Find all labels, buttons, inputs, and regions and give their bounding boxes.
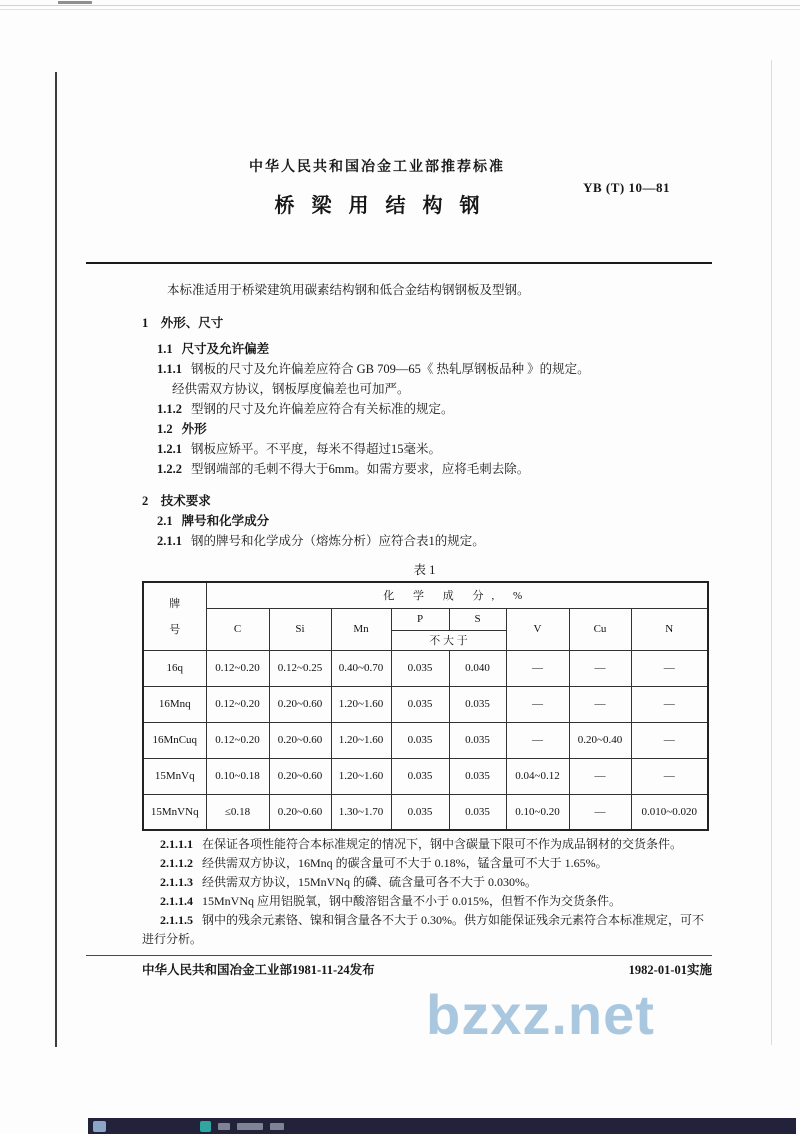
value-cell: 0.035 <box>391 794 449 830</box>
clause-text: 经供需双方协议，钢板厚度偏差也可加严。 <box>172 382 410 396</box>
not-greater-than-header: 不 大 于 <box>391 630 506 650</box>
value-cell: 0.10~0.20 <box>506 794 569 830</box>
column-header-cu: Cu <box>569 608 631 650</box>
clause-number: 1.2 <box>157 422 173 436</box>
value-cell: 1.20~1.60 <box>331 722 391 758</box>
clause-number: 2.1.1 <box>157 534 182 548</box>
value-cell: — <box>569 650 631 686</box>
clause <box>157 531 712 551</box>
clause-text: 型钢的尺寸及允许偏差应符合有关标准的规定。 <box>191 402 454 416</box>
value-cell: 0.040 <box>449 650 506 686</box>
value-cell: — <box>569 794 631 830</box>
value-cell: — <box>506 686 569 722</box>
value-cell: 1.30~1.70 <box>331 794 391 830</box>
scan-edge-line-right <box>771 60 772 1045</box>
clause-number: 1.2.2 <box>157 462 182 476</box>
grade-column-header <box>143 582 206 650</box>
value-cell: 0.12~0.20 <box>206 686 269 722</box>
chem-group-header: 化 学 成 分, % <box>206 582 708 608</box>
column-header-v: V <box>506 608 569 650</box>
scope-paragraph: 本标准适用于桥梁建筑用碳素结构钢和低合金结构钢钢板及型钢。 <box>167 283 530 297</box>
column-header-c: C <box>206 608 269 650</box>
grade-cell: 16Mnq <box>143 686 206 722</box>
note-clause <box>142 911 712 949</box>
document-title: 桥梁用结构钢 <box>274 195 497 217</box>
value-cell: 0.04~0.12 <box>506 758 569 794</box>
toolbar-glyph-mark <box>218 1123 230 1130</box>
clause-number: 2.1.1.3 <box>160 875 193 889</box>
value-cell: 0.035 <box>391 722 449 758</box>
clause-number: 2.1.1.5 <box>160 913 193 927</box>
clause-number: 1.1 <box>157 342 173 356</box>
grade-cell: 15MnVq <box>143 758 206 794</box>
table-body <box>143 650 708 830</box>
grade-cell: 16MnCuq <box>143 722 206 758</box>
value-cell: — <box>631 758 708 794</box>
value-cell: 1.20~1.60 <box>331 686 391 722</box>
table-row <box>143 686 708 722</box>
clause <box>157 439 712 459</box>
bottom-toolbar[interactable] <box>88 1118 796 1134</box>
value-cell: 0.20~0.60 <box>269 722 331 758</box>
clause <box>157 511 712 531</box>
clause-number: 2.1.1.4 <box>160 894 193 908</box>
value-cell: 0.010~0.020 <box>631 794 708 830</box>
column-header-s: S <box>449 608 506 630</box>
value-cell: 0.035 <box>449 722 506 758</box>
section-1-heading: 1 外形、尺寸 <box>142 316 224 330</box>
grade-header-char-top: 牌 <box>169 598 181 611</box>
value-cell: 0.20~0.60 <box>269 686 331 722</box>
value-cell: 0.20~0.60 <box>269 794 331 830</box>
table-row <box>143 722 708 758</box>
clause <box>157 419 712 439</box>
value-cell: 0.12~0.20 <box>206 650 269 686</box>
column-header-si: Si <box>269 608 331 650</box>
clause-number: 2.1.1.2 <box>160 856 193 870</box>
footer-rule <box>86 955 712 956</box>
toolbar-glyph-mark <box>237 1123 263 1130</box>
clause-text: 尺寸及允许偏差 <box>181 342 270 356</box>
clause-text: 牌号和化学成分 <box>181 514 270 528</box>
clause-text: 钢的牌号和化学成分（熔炼分析）应符合表1的规定。 <box>191 534 485 548</box>
value-cell: 0.035 <box>449 758 506 794</box>
clause-number: 1.1.2 <box>157 402 182 416</box>
clause <box>157 359 712 379</box>
clause-text: 经供需双方协议，15MnVNq 的磷、硫含量可各不大于 0.030%。 <box>202 875 537 889</box>
document-footer <box>86 960 712 980</box>
clause-text: 钢板应矫平。不平度，每米不得超过15毫米。 <box>191 442 442 456</box>
section-2-heading: 2 技术要求 <box>142 494 211 508</box>
value-cell: 0.12~0.20 <box>206 722 269 758</box>
chemical-composition-table <box>142 581 709 831</box>
clause-number: 2.1.1.1 <box>160 837 193 851</box>
section-1-items <box>86 339 712 479</box>
table-row <box>143 758 708 794</box>
value-cell: — <box>506 650 569 686</box>
value-cell: — <box>506 722 569 758</box>
clause-number: 2.1 <box>157 514 173 528</box>
table-caption: 表 1 <box>413 563 436 577</box>
clause-text: 经供需双方协议，16Mnq 的碳含量可不大于 0.18%，锰含量可不大于 1.65%。 <box>202 856 608 870</box>
header-rule <box>86 262 712 264</box>
value-cell: — <box>631 722 708 758</box>
value-cell: — <box>631 686 708 722</box>
clause <box>172 379 712 399</box>
clause-number: 1.2.1 <box>157 442 182 456</box>
note-clause <box>142 835 712 854</box>
toolbar-glyph-mark <box>270 1123 284 1130</box>
column-header-p: P <box>391 608 449 630</box>
note-clause <box>142 873 712 892</box>
document-content <box>86 0 712 980</box>
standard-org-line: 中华人民共和国冶金工业部推荐标准 <box>249 160 505 175</box>
value-cell: 0.035 <box>449 686 506 722</box>
value-cell: 0.20~0.60 <box>269 758 331 794</box>
value-cell: — <box>631 650 708 686</box>
issued-date: 中华人民共和国冶金工业部1981-11-24发布 <box>142 963 375 977</box>
clause-text: 钢中的残余元素铬、镍和铜含量各不大于 0.30%。供方如能保证残余元素符合本标准规定，可不进行分析。 <box>142 913 704 946</box>
toolbar-status-icon[interactable] <box>200 1121 211 1132</box>
clause-text: 外形 <box>181 422 207 436</box>
value-cell: 0.20~0.40 <box>569 722 631 758</box>
value-cell: 0.12~0.25 <box>269 650 331 686</box>
clause <box>157 399 712 419</box>
value-cell: 1.20~1.60 <box>331 758 391 794</box>
grade-cell: 15MnVNq <box>143 794 206 830</box>
value-cell: ≤0.18 <box>206 794 269 830</box>
section-2-items <box>86 511 712 551</box>
scan-edge-line-left <box>55 72 57 1047</box>
table-row <box>143 650 708 686</box>
value-cell: — <box>569 686 631 722</box>
value-cell: 0.10~0.18 <box>206 758 269 794</box>
grade-cell: 16q <box>143 650 206 686</box>
value-cell: 0.035 <box>391 650 449 686</box>
clause <box>157 459 712 479</box>
clause-text: 钢板的尺寸及允许偏差应符合 GB 709—65《 热轧厚钢板品种 》的规定。 <box>191 362 590 376</box>
grade-header-char-bottom: 号 <box>169 624 181 637</box>
table-row <box>143 794 708 830</box>
note-clause <box>142 892 712 911</box>
clause <box>157 339 712 359</box>
note-clause <box>142 854 712 873</box>
clause-number: 1.1.1 <box>157 362 182 376</box>
clause-text: 在保证各项性能符合本标准规定的情况下，钢中含碳量下限可不作为成品钢材的交货条件。 <box>202 837 683 851</box>
toolbar-app-icon[interactable] <box>93 1121 106 1132</box>
standard-number: YB (T) 10—81 <box>583 180 670 195</box>
column-header-n: N <box>631 608 708 650</box>
notes-block <box>86 835 712 949</box>
value-cell: 0.035 <box>449 794 506 830</box>
effective-date: 1982-01-01实施 <box>628 963 712 977</box>
value-cell: 0.035 <box>391 686 449 722</box>
clause-text: 型钢端部的毛刺不得大于6mm。如需方要求，应将毛刺去除。 <box>191 462 530 476</box>
value-cell: — <box>569 758 631 794</box>
value-cell: 0.40~0.70 <box>331 650 391 686</box>
column-header-mn: Mn <box>331 608 391 650</box>
value-cell: 0.035 <box>391 758 449 794</box>
clause-text: 15MnVNq 应用铝脱氧，钢中酸溶铝含量不小于 0.015%，但暂不作为交货条件。 <box>202 894 622 908</box>
watermark: bzxz.net <box>426 983 655 1046</box>
